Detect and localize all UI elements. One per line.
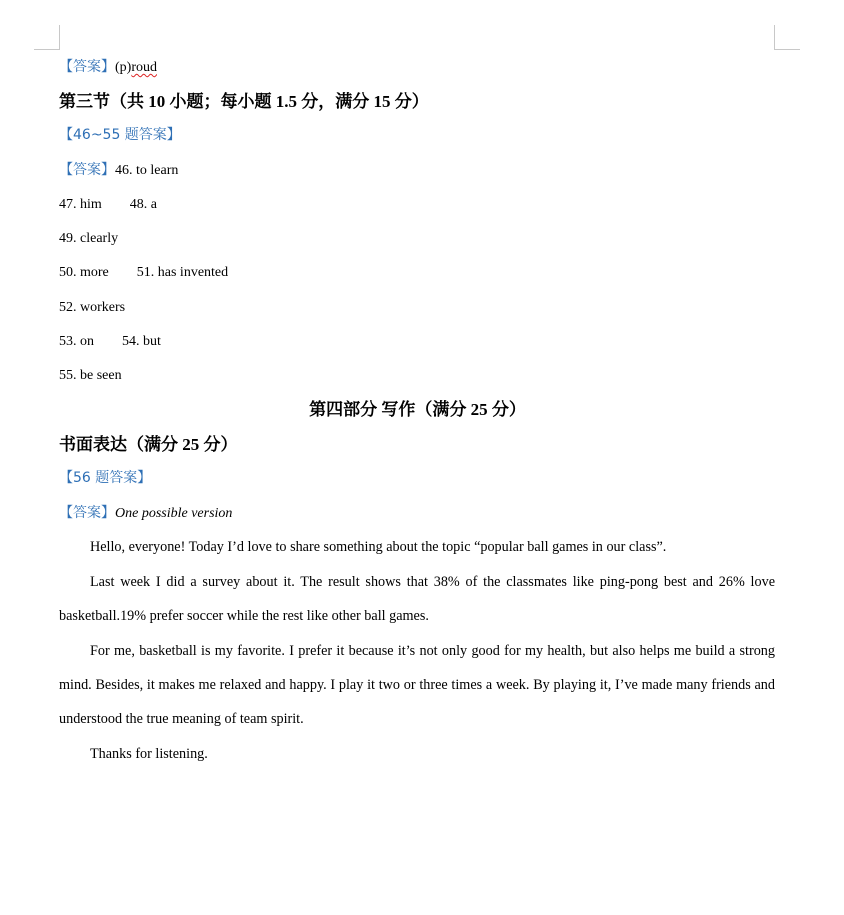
essay-paragraph-4: Thanks for listening. — [90, 746, 208, 762]
answer-line-52 — [59, 298, 776, 318]
essay-paragraph-3: For me, basketball is my favorite. I prefer it because it’s not only good for my health, but also helps me build a strong mind. Besides, it makes me relaxed and happy. I play it two or three times a week. By playing it, I’ve made many friends and understood the true meaning of team spirit. — [59, 643, 775, 727]
answer-50: 50. more — [59, 265, 109, 280]
answer-line-56 — [59, 503, 776, 524]
answer-46: 46. to learn — [115, 163, 179, 178]
section3-heading: 第三节（共 10 小题；每小题 1.5 分，满分 15 分） — [59, 92, 429, 111]
answer-56-tag: 【56 题答案】 — [59, 470, 152, 486]
answer-tag: 【答案】 — [59, 59, 115, 75]
answer-line-55 — [59, 366, 776, 386]
crop-mark-top-right-horizontal — [774, 49, 800, 50]
answer-tag: 【答案】 — [59, 505, 115, 521]
answer-line-50-51 — [59, 263, 776, 283]
essay-paragraph-1: Hello, everyone! Today I’d love to share something about the topic “popular ball games in our class”. — [90, 539, 667, 555]
part4-heading: 第四部分 写作（满分 25 分） — [309, 400, 526, 419]
answer-tag: 【答案】 — [59, 162, 115, 178]
answer-47: 47. him — [59, 197, 102, 212]
answer-55: 55. be seen — [59, 368, 122, 383]
version-label: One possible version — [115, 506, 233, 521]
crop-mark-top-left-vertical — [59, 25, 60, 50]
answer-48: 48. a — [129, 197, 157, 212]
answer-52: 52. workers — [59, 300, 126, 315]
answer-line-46 — [59, 160, 776, 181]
answer-line-49 — [59, 229, 776, 249]
writing-heading: 书面表达（满分 25 分） — [59, 435, 238, 454]
answer-word-spellcheck: roud — [131, 60, 157, 75]
answers-46-55-tag: 【46~55 题答案】 — [59, 127, 181, 143]
answer-54: 54. but — [122, 334, 161, 349]
answer-line-proud — [59, 57, 776, 78]
crop-mark-top-left-horizontal — [34, 49, 60, 50]
crop-mark-top-right-vertical — [774, 25, 775, 50]
answer-53: 53. on — [59, 334, 94, 349]
essay-paragraph-2: Last week I did a survey about it. The result shows that 38% of the classmates like ping-pong best and 26% love basketball.19% prefer soccer while the rest like other ball games. — [59, 574, 775, 624]
answer-line-47-48 — [59, 195, 776, 215]
answer-49: 49. clearly — [59, 231, 119, 246]
answer-line-53-54 — [59, 332, 776, 352]
answer-51: 51. has invented — [136, 265, 229, 280]
answer-prefix: (p) — [115, 60, 132, 75]
